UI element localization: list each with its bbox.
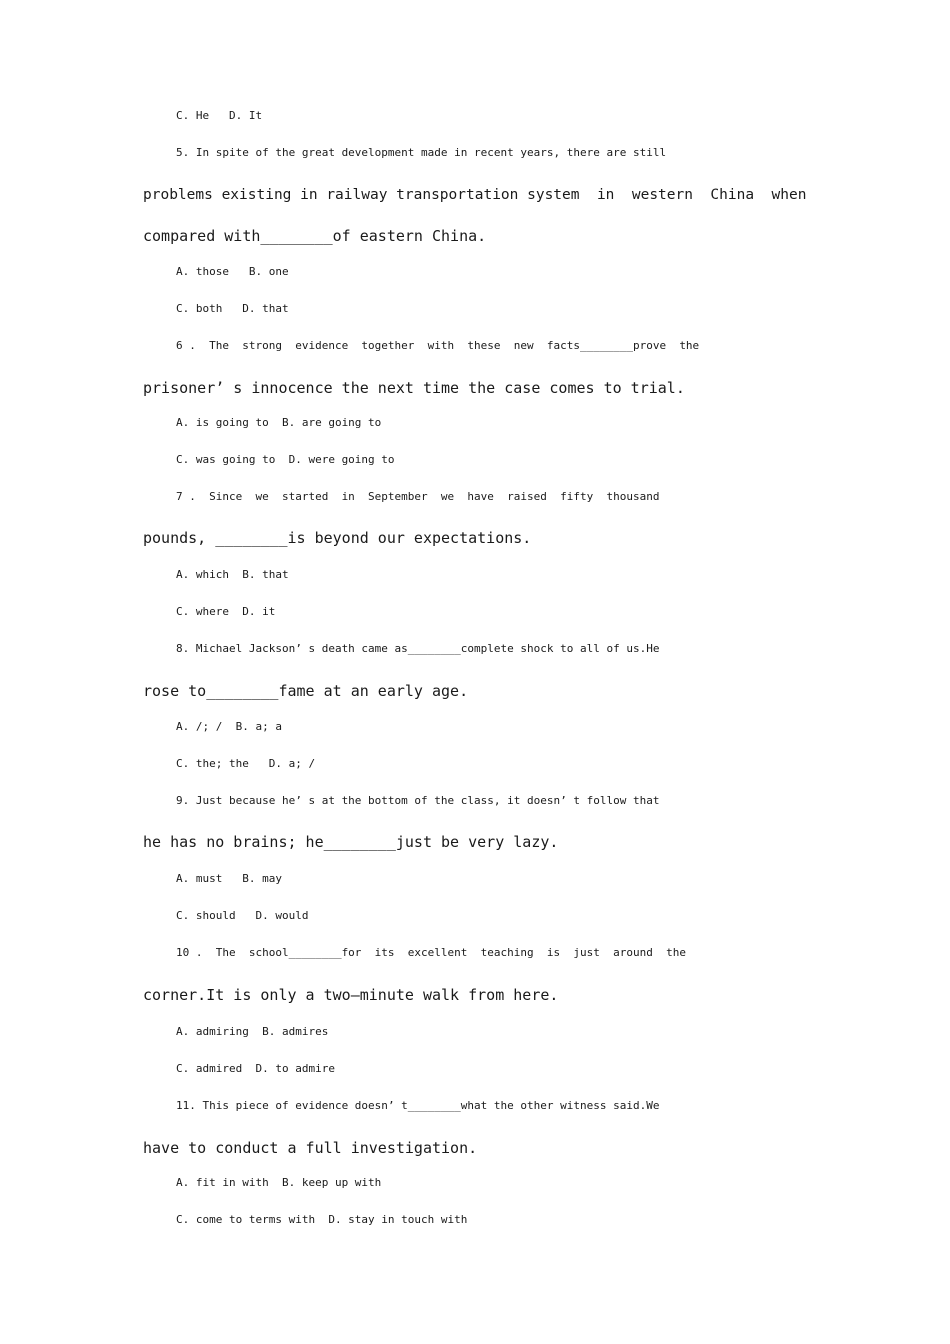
question-9-line-2: he has no brains; he________just be very lazy. <box>143 833 559 851</box>
question-5-line-3: compared with________of eastern China. <box>143 227 487 245</box>
question-11-line-1: 11. This piece of evidence doesn’ t________what the other witness said.We <box>176 1099 660 1112</box>
question-11-option-cd: C. come to terms with D. stay in touch with <box>176 1213 468 1226</box>
question-5-line-2: problems existing in railway transportation system in western China when <box>143 187 807 203</box>
question-7-option-cd: C. where D. it <box>176 605 276 618</box>
question-9-option-cd: C. should D. would <box>176 909 309 922</box>
question-5-option-ab: A. those B. one <box>176 265 289 278</box>
question-10-line-2: corner.It is only a two—minute walk from here. <box>143 986 559 1004</box>
question-8-line-2: rose to________fame at an early age. <box>143 682 469 700</box>
question-6-line-1: 6 . The strong evidence together with these new facts________prove the <box>176 339 700 352</box>
question-8-line-1: 8. Michael Jackson’ s death came as________complete shock to all of us.He <box>176 642 660 655</box>
question-11-option-ab: A. fit in with B. keep up with <box>176 1176 382 1189</box>
question-10-line-1: 10 . The school________for its excellent teaching is just around the <box>176 946 686 959</box>
question-7-option-ab: A. which B. that <box>176 568 289 581</box>
question-9-line-1: 9. Just because he’ s at the bottom of the class, it doesn’ t follow that <box>176 794 660 807</box>
question-7-line-1: 7 . Since we started in September we have raised fifty thousand <box>176 490 660 503</box>
question-5-option-cd: C. both D. that <box>176 302 289 315</box>
question-8-option-cd: C. the; the D. a; / <box>176 757 316 770</box>
question-10-option-ab: A. admiring B. admires <box>176 1025 329 1038</box>
question-8-option-ab: A. /; / B. a; a <box>176 720 282 733</box>
option-line: C. He D. It <box>176 109 263 122</box>
question-11-line-2: have to conduct a full investigation. <box>143 1139 478 1157</box>
question-6-option-cd: C. was going to D. were going to <box>176 453 395 466</box>
question-9-option-ab: A. must B. may <box>176 872 282 885</box>
question-7-line-2: pounds, ________is beyond our expectations. <box>143 529 532 547</box>
question-10-option-cd: C. admired D. to admire <box>176 1062 335 1075</box>
question-5-line-1: 5. In spite of the great development made in recent years, there are still <box>176 146 667 159</box>
question-6-option-ab: A. is going to B. are going to <box>176 416 382 429</box>
question-6-line-2: prisoner’ s innocence the next time the case comes to trial. <box>143 379 685 397</box>
